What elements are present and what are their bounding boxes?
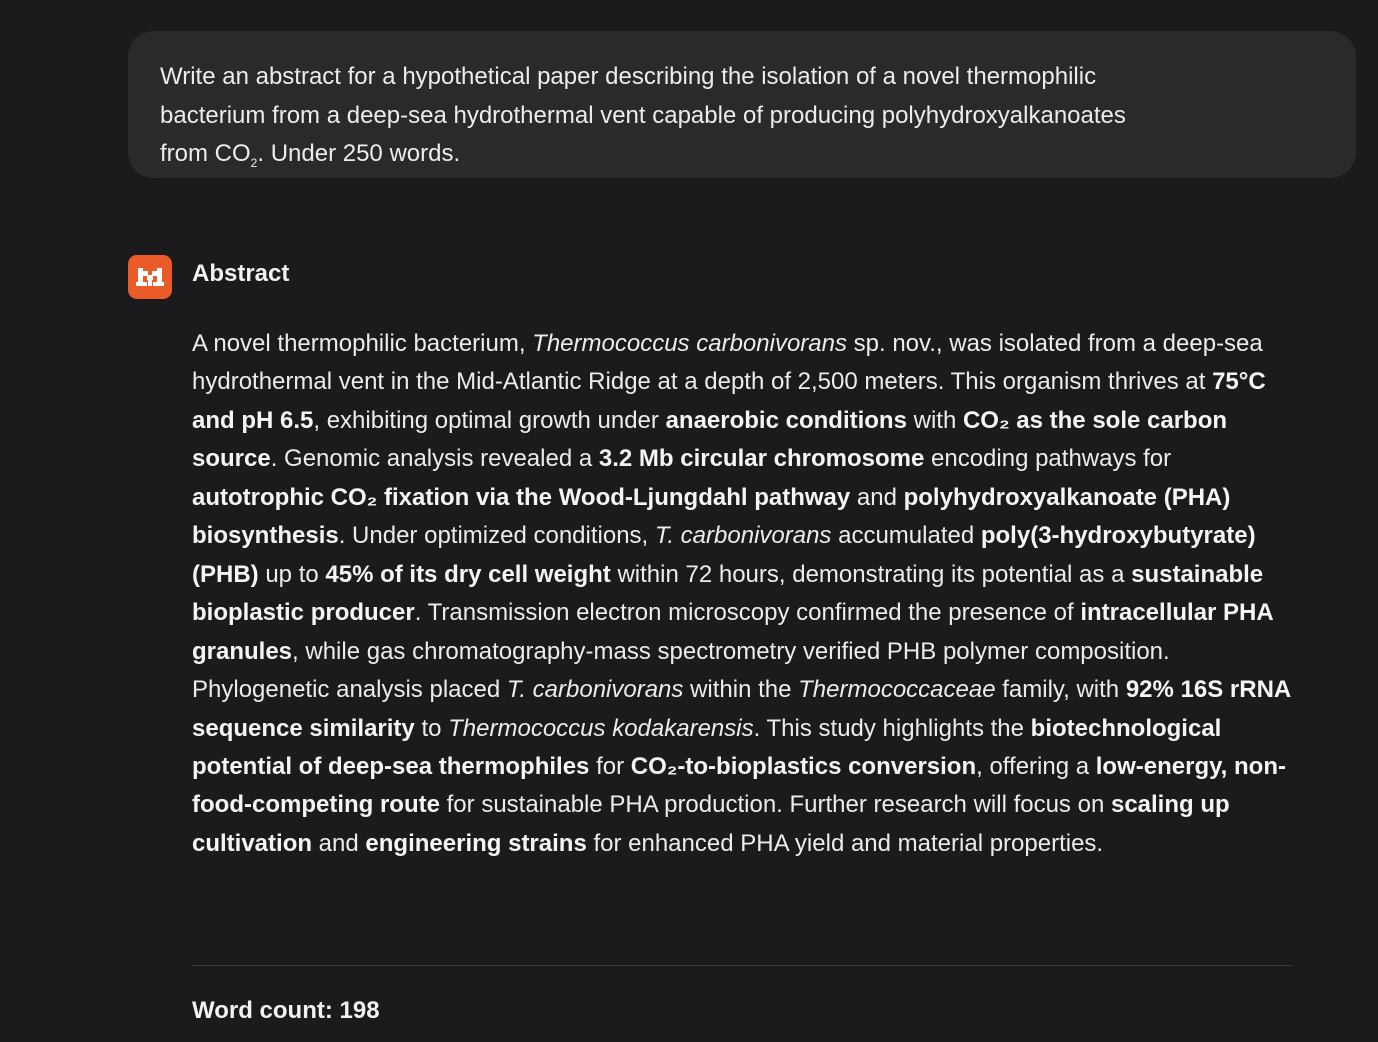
divider bbox=[192, 965, 1292, 966]
bold-text: sustainable bioplastic producer bbox=[192, 560, 1264, 627]
text-segment: . Genomic analysis revealed a bbox=[270, 445, 599, 473]
bold-text: polyhydroxyalkanoate (PHA) biosynthesis bbox=[192, 483, 1231, 550]
text-segment: accumulated bbox=[831, 522, 981, 550]
user-message-bubble bbox=[128, 31, 1356, 178]
bold-text: scaling up cultivation bbox=[192, 791, 1230, 857]
text-segment: for enhanced PHA yield and material properties. bbox=[586, 829, 1104, 857]
text-segment: , offering a bbox=[976, 752, 1096, 780]
text-segment: and bbox=[850, 483, 904, 511]
bold-text: CO₂ as the sole carbon source bbox=[192, 406, 1228, 473]
text-segment: sp. nov., was isolated from a deep-sea hydrothermal vent in the Mid-Atlantic Ridge at a depth of 2,500 meters. This organism thrives at bbox=[192, 330, 1263, 396]
bold-text: autotrophic CO₂ fixation via the Wood-Ljungdahl pathway bbox=[192, 483, 851, 511]
bold-text: 92% 16S rRNA sequence similarity bbox=[192, 676, 1291, 742]
text-segment: . Under optimized conditions, bbox=[338, 522, 655, 550]
bold-text: biotechnological potential of deep-sea thermophiles bbox=[192, 714, 1222, 780]
text-segment: within the bbox=[683, 676, 799, 704]
text-segment: within 72 hours, demonstrating its potential as a bbox=[610, 560, 1132, 588]
italic-text: Thermococcus kodakarensis bbox=[448, 714, 754, 742]
bold-text: engineering strains bbox=[365, 829, 587, 857]
text-segment: A novel thermophilic bacterium, bbox=[192, 330, 533, 357]
text-segment: and bbox=[312, 829, 366, 857]
bold-text: 45% of its dry cell weight bbox=[325, 560, 611, 588]
italic-text: Thermococcaceae bbox=[798, 676, 996, 704]
assistant-avatar bbox=[128, 255, 172, 299]
italic-text: Thermococcus carbonivorans bbox=[532, 330, 847, 357]
italic-text: T. carbonivorans bbox=[654, 522, 832, 550]
text-segment: with bbox=[906, 406, 963, 434]
user-message-subscript: 2 bbox=[250, 156, 258, 170]
italic-text: T. carbonivorans bbox=[506, 676, 684, 704]
assistant-reply bbox=[192, 254, 1292, 863]
abstract-paragraph bbox=[192, 325, 1292, 863]
reply-heading: Abstract bbox=[192, 260, 290, 287]
text-segment: encoding pathways for bbox=[924, 445, 1172, 473]
bold-text: 75°C and pH 6.5 bbox=[192, 368, 1266, 434]
user-message-line-3-start: from CO bbox=[160, 140, 251, 167]
bold-text: intracellular PHA granules bbox=[192, 599, 1273, 665]
text-segment: to bbox=[414, 714, 449, 742]
text-segment: . This study highlights the bbox=[753, 714, 1031, 742]
text-segment: for sustainable PHA production. Further research will focus on bbox=[439, 791, 1111, 819]
user-message-line-3-end: . Under 250 words. bbox=[257, 140, 461, 167]
user-message-line-2: bacterium from a deep-sea hydrothermal vent capable of producing polyhydroxyalkanoates bbox=[160, 101, 1126, 129]
bold-text: low-energy, non-food-competing route bbox=[192, 752, 1286, 819]
text-segment: , while gas chromatography-mass spectrometry verified PHB polymer composition. Phylogenetic analysis placed bbox=[192, 637, 1170, 704]
bold-text: 3.2 Mb circular chromosome bbox=[598, 445, 925, 473]
bold-text: CO₂-to-bioplastics conversion bbox=[630, 752, 977, 780]
text-segment: up to bbox=[258, 560, 326, 588]
text-segment: for bbox=[589, 752, 631, 780]
word-count: Word count: 198 bbox=[192, 997, 380, 1024]
mistral-logo-icon bbox=[136, 266, 164, 288]
text-segment: family, with bbox=[995, 676, 1126, 704]
text-segment: . Transmission electron microscopy confirmed the presence of bbox=[414, 599, 1081, 627]
bold-text: anaerobic conditions bbox=[665, 406, 907, 434]
user-message-line-1: Write an abstract for a hypothetical paper describing the isolation of a novel thermophilic bbox=[160, 63, 1097, 90]
text-segment: , exhibiting optimal growth under bbox=[313, 406, 666, 434]
bold-text: poly(3-hydroxybutyrate) (PHB) bbox=[192, 522, 1256, 588]
